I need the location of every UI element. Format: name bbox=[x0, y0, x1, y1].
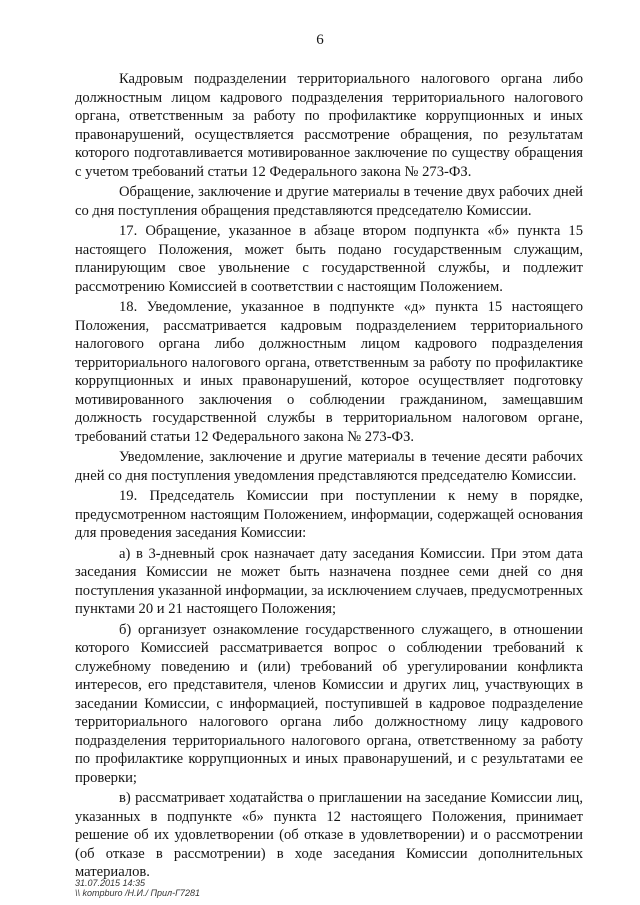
paragraph: а) в 3-дневный срок назначает дату заседания Комиссии. При этом дата заседания Комиссии не может быть назначена позднее семи дней со дня поступления указанной информации, за исключением случаев, предусмотренных пунктами 20 и 21 настоящего Положения; bbox=[75, 545, 583, 617]
paragraph: в) рассматривает ходатайства о приглашении на заседание Комиссии лиц, указанных в подпункте «б» пункта 12 настоящего Положения, принимает решение об их удовлетворении (об отказе в удовлетворении) и о рассмотрении (об отказе в рассмотрении) в ходе заседания Комиссии дополнительных материалов. bbox=[75, 790, 583, 880]
paragraph: Кадровым подразделении территориального налогового органа либо должностным лицом кадрового подразделения территориального налогового органа, ответственным за работу по профилактике коррупционных и иных правонарушений, осуществляется рассмотрение обращения, по результатам которого подготавливается мотивированное заключение по существу обращения с учетом требований статьи 12 Федерального закона № 273-ФЗ. bbox=[75, 71, 583, 180]
paragraph: б) организует ознакомление государственного служащего, в отношении которого Комиссией рассматривается вопрос о соблюдении требований к служебному поведению и (или) требований об урегулировании конфликта интересов, его представителя, членов Комиссии и других лиц, участвующих в заседании Комиссии, с информацией, поступившей в кадровое подразделение территориального налогового органа либо должностному лицу кадрового подразделения территориального налогового органа, ответственному за работу по профилактике коррупционных и иных правонарушений, и с результатами ее проверки; bbox=[75, 621, 583, 786]
footer-date: 31.07.2015 14:35 bbox=[75, 878, 146, 888]
paragraph: Уведомление, заключение и другие материалы в течение десяти рабочих дней со дня поступления уведомления представляются председателю Комиссии. bbox=[75, 449, 583, 484]
paragraph: 18. Уведомление, указанное в подпункте «д» пункта 15 настоящего Положения, рассматривается кадровым подразделением территориального налогового органа либо должностным лицом кадрового подразделения территориального налогового органа, ответственным за работу по профилактике коррупционных и иных правонарушений, которое осуществляет подготовку мотивированного заключения о соблюдении гражданином, замещавшим должность государственной службы в территориальном налоговом органе, требований статьи 12 Федерального закона № 273-ФЗ. bbox=[75, 299, 583, 445]
footer-stamp bbox=[75, 878, 200, 898]
footer-file-path: \\ kompburo /Н.И./ Прил-Г7281 bbox=[75, 888, 200, 898]
paragraph: Обращение, заключение и другие материалы в течение двух рабочих дней со дня поступления обращения представляются председателю Комиссии. bbox=[75, 184, 583, 219]
document-body bbox=[75, 70, 583, 884]
paragraph: 19. Председатель Комиссии при поступлении к нему в порядке, предусмотренном настоящим Положением, информации, содержащей основания для проведения заседания Комиссии: bbox=[75, 488, 583, 541]
paragraph: 17. Обращение, указанное в абзаце втором подпункта «б» пункта 15 настоящего Положения, может быть подано государственным служащим, планирующим свое увольнение с государственной службы, и подлежит рассмотрению Комиссией в соответствии с настоящим Положением. bbox=[75, 223, 583, 295]
page-number: 6 bbox=[316, 32, 324, 48]
